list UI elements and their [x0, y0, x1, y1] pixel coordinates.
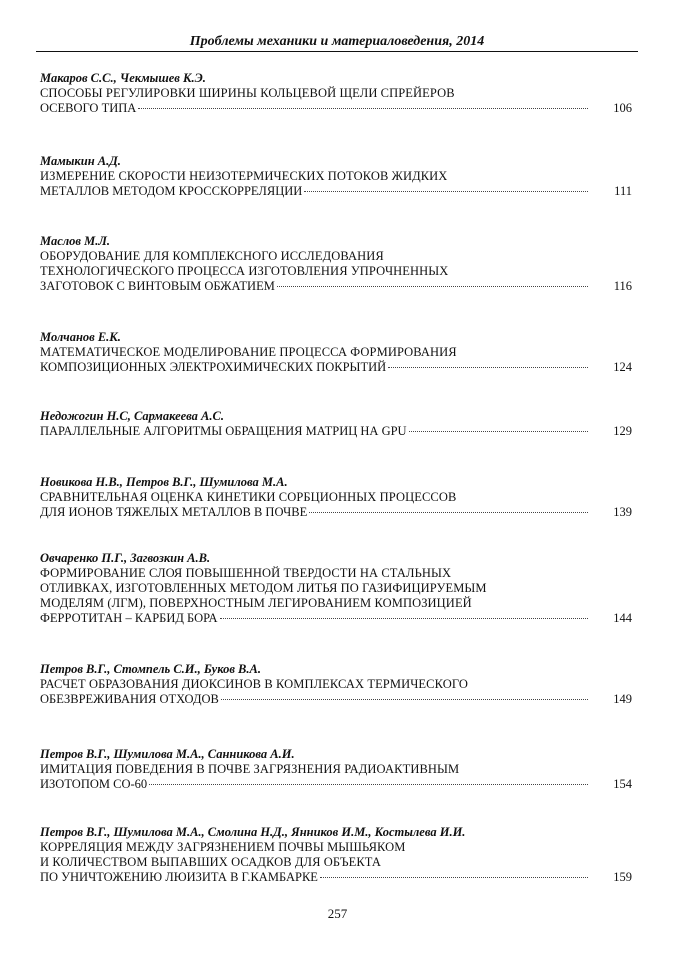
entry-last-line [40, 424, 632, 439]
entry-authors: Овчаренко П.Г., Загвозкин А.В. [40, 551, 211, 565]
toc-entry [40, 330, 632, 375]
dot-leader [221, 699, 588, 700]
entry-authors: Недожогин Н.С, Сармакеева А.С. [40, 409, 224, 423]
entry-page-number: 154 [613, 777, 632, 791]
entry-authors: Новикова Н.В., Петров В.Г., Шумилова М.А. [40, 475, 288, 489]
entry-title-line: МАТЕМАТИЧЕСКОЕ МОДЕЛИРОВАНИЕ ПРОЦЕССА ФОРМИРОВАНИЯ [40, 345, 457, 359]
toc-entry [40, 409, 632, 439]
entry-title-line: СПОСОБЫ РЕГУЛИРОВКИ ШИРИНЫ КОЛЬЦЕВОЙ ЩЕЛИ СПРЕЙЕРОВ [40, 86, 455, 100]
dot-leader [149, 784, 588, 785]
running-header: Проблемы механики и материаловедения, 2014 [189, 34, 485, 49]
entry-last-line [40, 777, 632, 792]
entry-title-line: ДЛЯ ИОНОВ ТЯЖЕЛЫХ МЕТАЛЛОВ В ПОЧВЕ [40, 505, 308, 519]
entry-last-line [40, 101, 632, 116]
dot-leader [138, 108, 588, 109]
entry-title-line: ПАРАЛЛЕЛЬНЫЕ АЛГОРИТМЫ ОБРАЩЕНИЯ МАТРИЦ НА GPU [40, 424, 407, 438]
entry-authors: Маслов М.Л. [40, 234, 111, 248]
entry-title-line: ИМИТАЦИЯ ПОВЕДЕНИЯ В ПОЧВЕ ЗАГРЯЗНЕНИЯ РАДИОАКТИВНЫМ [40, 762, 460, 776]
dot-leader [409, 431, 588, 432]
toc-entry [40, 234, 632, 294]
entry-authors: Петров В.Г., Стомпель С.И., Буков В.А. [40, 662, 261, 676]
entry-page-number: 116 [613, 279, 632, 293]
entry-title-line: МОДЕЛЯМ (ЛГМ), ПОВЕРХНОСТНЫМ ЛЕГИРОВАНИЕМ КОМПОЗИЦИЕЙ [40, 596, 472, 610]
entry-title-line: ИЗОТОПОМ СО-60 [40, 777, 148, 791]
entry-title-line: ОСЕВОГО ТИПА [40, 101, 137, 115]
entry-title-line: МЕТАЛЛОВ МЕТОДОМ КРОССКОРРЕЛЯЦИИ [40, 184, 303, 198]
entry-authors: Петров В.Г., Шумилова М.А., Смолина Н.Д., Янников И.М., Костылева И.И. [40, 825, 466, 839]
entry-authors: Макаров С.С., Чекмышев К.Э. [40, 71, 206, 85]
dot-leader [309, 512, 588, 513]
dot-leader [220, 618, 589, 619]
dot-leader [277, 286, 588, 287]
page-number: 257 [327, 906, 348, 921]
entry-last-line [40, 692, 632, 707]
entry-page-number: 106 [613, 101, 632, 115]
header-rule [36, 51, 638, 52]
entry-title-line: ОТЛИВКАХ, ИЗГОТОВЛЕННЫХ МЕТОДОМ ЛИТЬЯ ПО ГАЗИФИЦИРУЕМЫМ [40, 581, 487, 595]
entry-page-number: 149 [613, 692, 632, 706]
entry-authors: Петров В.Г., Шумилова М.А., Санникова А.И. [40, 747, 295, 761]
entry-last-line [40, 184, 632, 199]
entry-title-line: ФОРМИРОВАНИЕ СЛОЯ ПОВЫШЕННОЙ ТВЕРДОСТИ НА СТАЛЬНЫХ [40, 566, 452, 580]
dot-leader [304, 191, 588, 192]
entry-title-line: КОМПОЗИЦИОННЫХ ЭЛЕКТРОХИМИЧЕСКИХ ПОКРЫТИЙ [40, 360, 387, 374]
toc-entry [40, 154, 632, 199]
entry-title-line: И КОЛИЧЕСТВОМ ВЫПАВШИХ ОСАДКОВ ДЛЯ ОБЪЕКТА [40, 855, 382, 869]
entry-title-line: ЗАГОТОВОК С ВИНТОВЫМ ОБЖАТИЕМ [40, 279, 275, 293]
entry-page-number: 139 [613, 505, 632, 519]
entry-title-line: СРАВНИТЕЛЬНАЯ ОЦЕНКА КИНЕТИКИ СОРБЦИОННЫХ ПРОЦЕССОВ [40, 490, 457, 504]
entry-title-line: ИЗМЕРЕНИЕ СКОРОСТИ НЕИЗОТЕРМИЧЕСКИХ ПОТОКОВ ЖИДКИХ [40, 169, 448, 183]
entry-last-line [40, 360, 632, 375]
entry-last-line [40, 611, 632, 626]
toc-entry [40, 71, 632, 116]
entry-page-number: 144 [613, 611, 632, 625]
toc-entry [40, 662, 632, 707]
toc-entry [40, 747, 632, 792]
toc-entry [40, 551, 632, 626]
entry-title-line: ФЕРРОТИТАН – КАРБИД БОРА [40, 611, 218, 625]
toc-entry [40, 825, 632, 885]
entry-authors: Мамыкин А.Д. [40, 154, 121, 168]
toc-entry [40, 475, 632, 520]
entry-title-line: РАСЧЕТ ОБРАЗОВАНИЯ ДИОКСИНОВ В КОМПЛЕКСАХ ТЕРМИЧЕСКОГО [40, 677, 468, 691]
entry-title-line: ОБЕЗВРЕЖИВАНИЯ ОТХОДОВ [40, 692, 219, 706]
entry-last-line [40, 870, 632, 885]
entry-last-line [40, 279, 632, 294]
entry-title-line: ОБОРУДОВАНИЕ ДЛЯ КОМПЛЕКСНОГО ИССЛЕДОВАНИЯ [40, 249, 384, 263]
entry-last-line [40, 505, 632, 520]
entry-page-number: 111 [614, 184, 632, 198]
entry-page-number: 124 [613, 360, 632, 374]
dot-leader [388, 367, 588, 368]
entry-title-line: КОРРЕЛЯЦИЯ МЕЖДУ ЗАГРЯЗНЕНИЕМ ПОЧВЫ МЫШЬЯКОМ [40, 840, 406, 854]
dot-leader [320, 877, 588, 878]
entry-title-line: ТЕХНОЛОГИЧЕСКОГО ПРОЦЕССА ИЗГОТОВЛЕНИЯ УПРОЧНЕННЫХ [40, 264, 449, 278]
entry-authors: Молчанов Е.К. [40, 330, 121, 344]
entry-page-number: 129 [613, 424, 632, 438]
entry-title-line: ПО УНИЧТОЖЕНИЮ ЛЮИЗИТА В Г.КАМБАРКЕ [40, 870, 318, 884]
entry-page-number: 159 [613, 870, 632, 884]
